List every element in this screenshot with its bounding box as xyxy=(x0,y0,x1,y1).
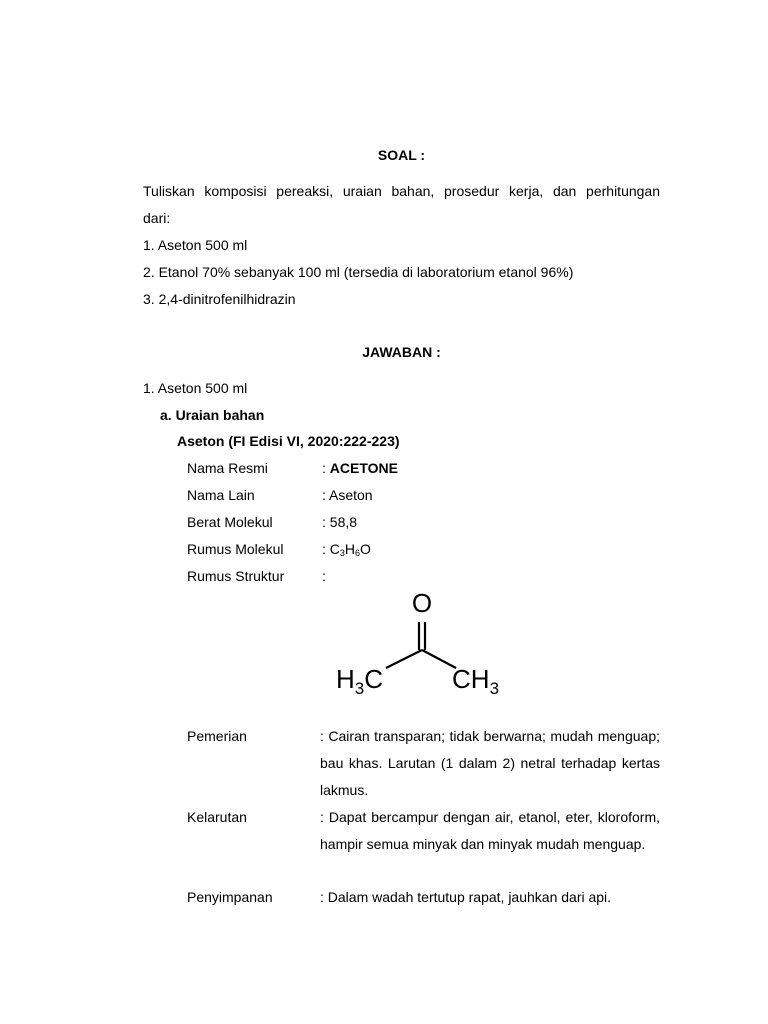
penyimpanan-value: : Dalam wadah tertutup rapat, jauhkan dari api. xyxy=(320,889,612,905)
soal-intro-line2: dari: xyxy=(143,210,171,226)
pemerian-value: : Cairan transparan; tidak berwarna; mudah menguap; bau khas. Larutan (1 dalam 2) netral terhadap kertas lakmus. xyxy=(320,728,660,798)
kelarutan-value: : Dapat bercampur dengan air, etanol, eter, kloroform, hampir semua minyak dan minyak mudah menguap. xyxy=(320,809,660,852)
right-single-bond xyxy=(422,650,456,668)
section-a-heading: a. Uraian bahan xyxy=(160,407,265,423)
jawaban-heading: JAWABAN : xyxy=(362,344,441,360)
soal-item-2: 2. Etanol 70% sebanyak 100 ml (tersedia di laboratorium etanol 96%) xyxy=(143,264,574,280)
soal-intro-line1: Tuliskan komposisi pereaksi, uraian bahan, prosedur kerja, dan perhitungan xyxy=(143,183,660,199)
nama-resmi-label: Nama Resmi xyxy=(187,460,268,476)
soal-item-3: 3. 2,4-dinitrofenilhidrazin xyxy=(143,291,296,307)
penyimpanan-label: Penyimpanan xyxy=(187,889,273,905)
rumus-struktur-label: Rumus Struktur xyxy=(187,568,285,584)
nama-lain-label: Nama Lain xyxy=(187,487,255,503)
nama-lain-value: : Aseton xyxy=(322,487,373,503)
subject-heading: Aseton (FI Edisi VI, 2020:222-223) xyxy=(177,433,400,449)
right-methyl-label: $CH_3$ xyxy=(452,664,500,694)
oxygen-atom-label: O xyxy=(411,588,433,618)
rumus-molekul-value: : $C_3H_6O$ xyxy=(322,541,371,558)
soal-item-1: 1. Aseton 500 ml xyxy=(143,237,248,253)
rumus-struktur-value: : xyxy=(322,568,326,584)
rumus-molekul-label: Rumus Molekul xyxy=(187,541,284,557)
jawaban-item-1: 1. Aseton 500 ml xyxy=(143,380,248,396)
soal-heading: SOAL : xyxy=(377,147,426,163)
berat-molekul-label: Berat Molekul xyxy=(187,514,273,530)
berat-molekul-value: : 58,8 xyxy=(322,514,358,530)
nama-resmi-value: : ACETONE xyxy=(322,460,398,476)
bonds xyxy=(386,622,456,668)
left-single-bond xyxy=(386,650,422,668)
pemerian-label: Pemerian xyxy=(187,728,247,744)
left-methyl-label: $H_3C$ xyxy=(336,664,384,694)
kelarutan-label: Kelarutan xyxy=(187,809,247,825)
acetone-structure-diagram xyxy=(334,588,510,694)
